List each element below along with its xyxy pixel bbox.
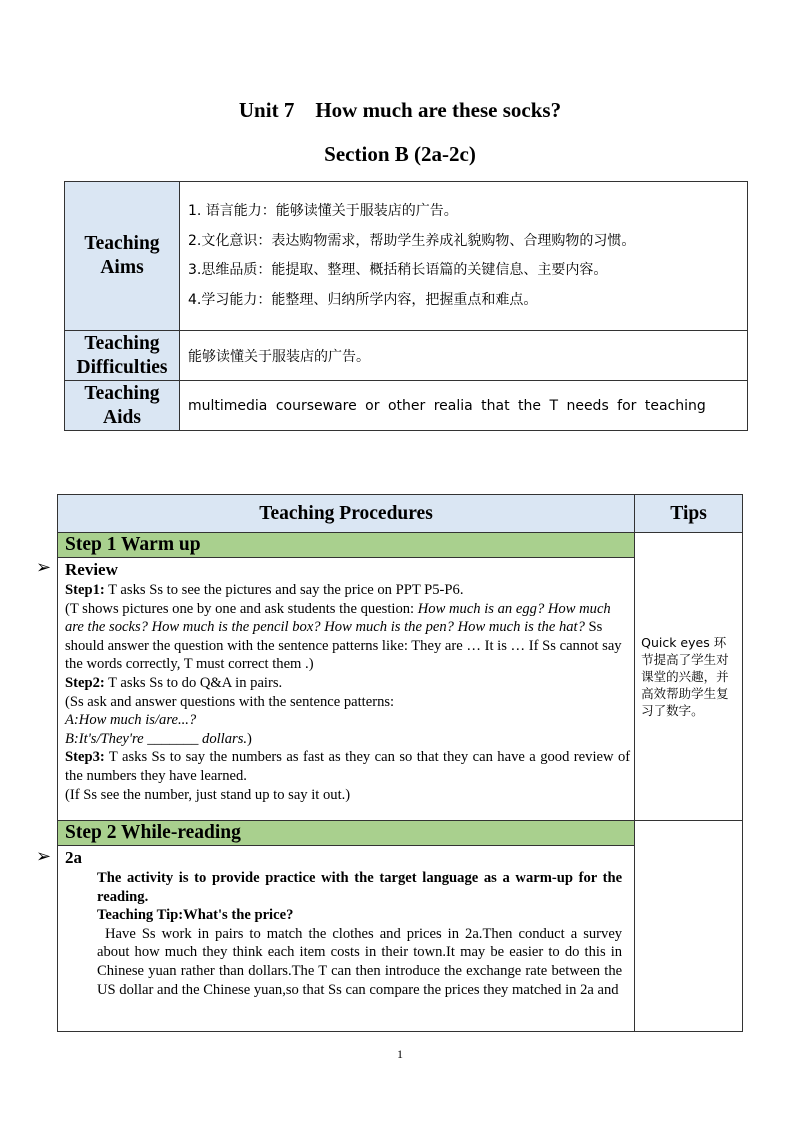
step3-instruction xyxy=(65,748,630,785)
step2-paragraph: (Ss ask and answer questions with the sentence patterns: xyxy=(65,693,395,710)
activity-body: Have Ss work in pairs to match the clothes and prices in 2a.Then conduct a survey about how much they think each item costs in their town.It may be easier to do this in Chinese yuan rather than dollars.The T can then introduce the exchange rate between the US dollar and the Chinese yuan,so that Ss can compare the prices they matched in 2a and xyxy=(97,925,623,998)
step1-label: Step1: xyxy=(65,582,105,598)
document-subtitle: Section B (2a-2c) xyxy=(324,142,476,166)
step2-instruction xyxy=(65,674,630,693)
aims-label: Teaching Aims xyxy=(65,182,180,331)
aims-row xyxy=(65,182,748,331)
teaching-tip-title: Teaching Tip:What's the price? xyxy=(97,907,294,924)
2a-subheading: 2a xyxy=(65,848,82,867)
procedures-header: Teaching Procedures xyxy=(58,495,635,533)
step1-para-end: Ss should answer the question with the sentence patterns like: They are … It is … If Ss cannot say the words correctly, T must correct them .) xyxy=(65,619,622,673)
step3-text: T asks Ss to say the numbers as fast as they can so that they can have a good review of the numbers they have learned. xyxy=(65,749,631,784)
difficulties-row xyxy=(65,331,748,381)
step2-title-row xyxy=(58,821,743,846)
step1-paragraph xyxy=(65,600,630,674)
step1-text: T asks Ss to see the pictures and say the price on PPT P5-P6. xyxy=(104,582,464,598)
procedures-header-row xyxy=(58,495,743,533)
page-number: 1 xyxy=(397,1047,403,1061)
step3-label: Step3: xyxy=(65,749,105,766)
step1-body xyxy=(58,558,635,821)
step1-tip: Quick eyes 环节提高了学生对课堂的兴趣，并高效帮助学生复习了数字。 xyxy=(635,533,743,821)
aim-item: 3.思维品质：能提取、整理、概括稍长语篇的关键信息、主要内容。 xyxy=(188,262,608,278)
aim-item: 1. 语言能力：能够读懂关于服装店的广告。 xyxy=(188,203,458,219)
step3-paragraph: (If Ss see the number, just stand up to say it out.) xyxy=(65,786,351,803)
teaching-info-table xyxy=(64,181,748,431)
pattern-b: B:It's/They're _______ dollars. xyxy=(65,730,248,747)
aids-row xyxy=(65,381,748,431)
step2-text: T asks Ss to do Q&A in pairs. xyxy=(104,674,283,691)
aids-label: Teaching Aids xyxy=(65,381,180,431)
step2-body xyxy=(58,846,635,1032)
tips-header: Tips xyxy=(635,495,743,533)
aim-item: 2.文化意识：表达购物需求，帮助学生养成礼貌购物、合理购物的习惯。 xyxy=(188,232,636,249)
step2-label: Step2: xyxy=(65,674,105,691)
review-subheading: Review xyxy=(65,560,118,579)
difficulties-content: 能够读懂关于服装店的广告。 xyxy=(180,331,748,381)
pattern-close: ) xyxy=(247,730,252,747)
pattern-a: A:How much is/are...? xyxy=(65,712,197,729)
step1-para-text: (T shows pictures one by one and ask students the question: xyxy=(65,600,418,617)
step2-title: Step 2 While-reading xyxy=(58,821,635,846)
aids-content: multimedia courseware or other realia that the T needs for teaching xyxy=(180,381,748,431)
procedures-table xyxy=(57,494,743,1032)
pattern-b-line xyxy=(65,730,630,749)
aim-item: 4.学习能力：能整理、归纳所学内容，把握重点和难点。 xyxy=(188,291,538,308)
activity-description: The activity is to provide practice with the target language as a warm-up for the reading. xyxy=(97,870,623,905)
document-title: Unit 7 How much are these socks? xyxy=(238,98,562,122)
step1-title: Step 1 Warm up xyxy=(58,533,635,558)
step1-title-row xyxy=(58,533,743,558)
aims-content xyxy=(180,182,748,331)
difficulties-label: Teaching Difficulties xyxy=(65,331,180,381)
step1-questions: How much is an egg? How much are the socks? How much is the pencil box? How much is the pen? How much is the hat? xyxy=(65,600,611,636)
step1-instruction xyxy=(65,581,630,600)
arrow-bullet-icon: ➢ xyxy=(36,557,52,577)
step2-tip xyxy=(635,821,743,1032)
arrow-bullet-icon: ➢ xyxy=(36,846,52,866)
